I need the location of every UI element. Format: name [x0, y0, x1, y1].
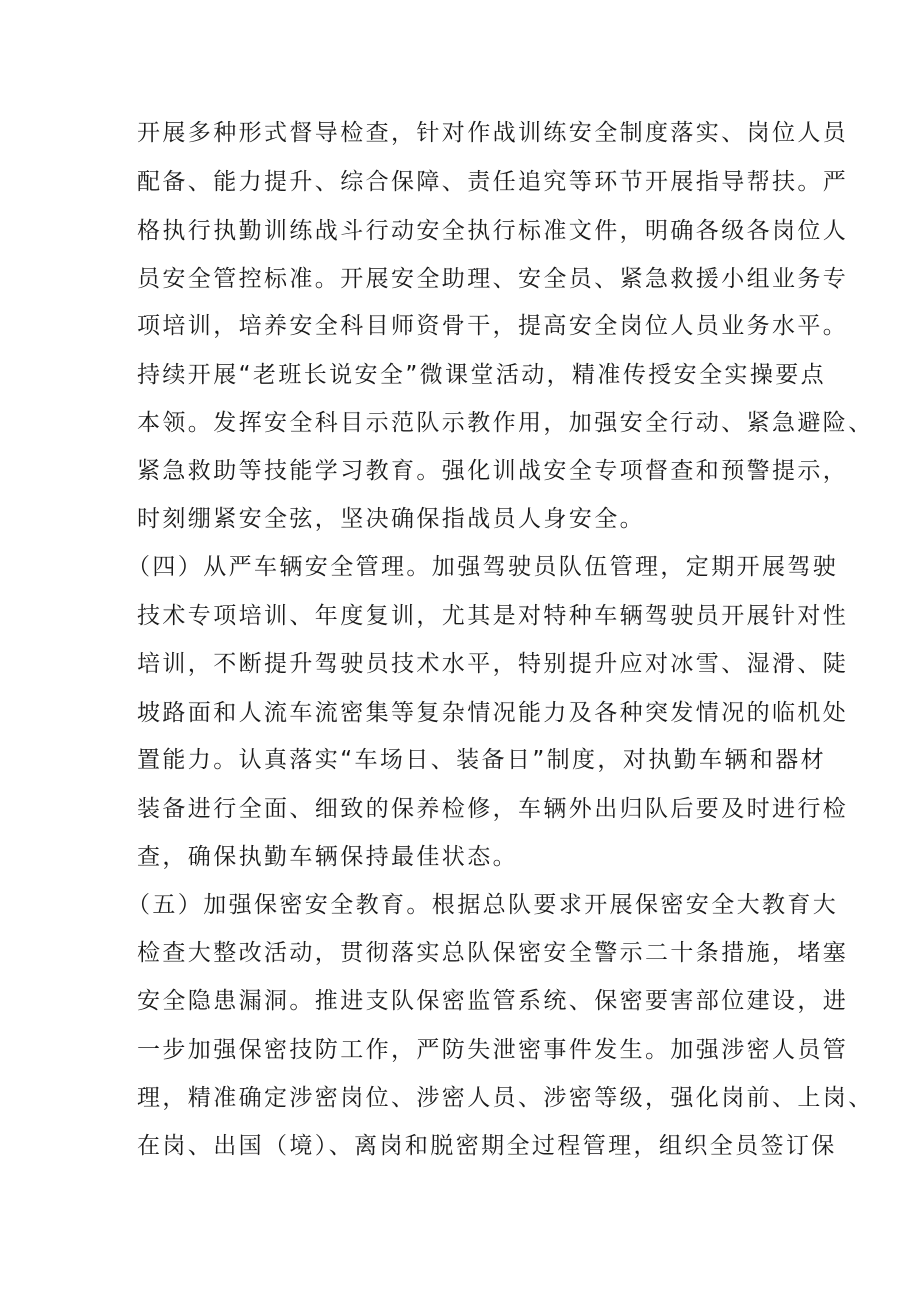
paragraph-line: 本领。发挥安全科目示范队示教作用，加强安全行动、紧急避险、 [137, 410, 874, 436]
paragraph-line: 格执行执勤训练战斗行动安全执行标准文件，明确各级各岗位人 [137, 218, 849, 244]
paragraph-line: 项培训，培养安全科目师资骨干，提高安全岗位人员业务水平。 [137, 313, 849, 339]
paragraph-line: 持续开展“老班长说安全”微课堂活动，精准传授安全实操要点 [137, 362, 827, 388]
paragraph-line: 培训，不断提升驾驶员技术水平，特别提升应对冰雪、湿滑、陡 [137, 651, 849, 677]
paragraph-line: 时刻绷紧安全弦，坚决确保指战员人身安全。 [137, 506, 645, 532]
paragraph-line: 置能力。认真落实“车场日、装备日”制度，对执勤车辆和器材 [137, 747, 827, 773]
paragraph-line: 查，确保执勤车辆保持最佳状态。 [137, 844, 518, 870]
paragraph-line: 紧急救助等技能学习教育。强化训战安全专项督查和预警提示， [137, 458, 849, 484]
paragraph-line: 配备、能力提升、综合保障、责任追究等环节开展指导帮扶。严 [137, 169, 849, 195]
paragraph-line: 在岗、出国（境）、离岗和脱密期全过程管理，组织全员签订保 [137, 1133, 837, 1159]
paragraph-line: 员安全管控标准。开展安全助理、安全员、紧急救援小组业务专 [137, 266, 849, 292]
section-heading-line: （五）加强保密安全教育。根据总队要求开展保密安全大教育大 [127, 892, 839, 918]
paragraph-line: 技术专项培训、年度复训，尤其是对特种车辆驾驶员开展针对性 [137, 603, 849, 629]
paragraph-line: 坡路面和人流车流密集等复杂情况能力及各种突发情况的临机处 [137, 700, 849, 726]
paragraph-line: 安全隐患漏洞。推进支队保密监管系统、保密要害部位建设，进 [137, 988, 849, 1014]
paragraph-line: 装备进行全面、细致的保养检修，车辆外出归队后要及时进行检 [137, 796, 849, 822]
paragraph-line: 检查大整改活动，贯彻落实总队保密安全警示二十条措施，堵塞 [137, 940, 849, 966]
paragraph-line: 理，精准确定涉密岗位、涉密人员、涉密等级，强化岗前、上岗、 [137, 1085, 874, 1111]
paragraph-line: 一步加强保密技防工作，严防失泄密事件发生。加强涉密人员管 [137, 1037, 849, 1063]
section-heading-line: （四）从严车辆安全管理。加强驾驶员队伍管理，定期开展驾驶 [127, 554, 839, 580]
paragraph-line: 开展多种形式督导检查，针对作战训练安全制度落实、岗位人员 [137, 120, 849, 146]
